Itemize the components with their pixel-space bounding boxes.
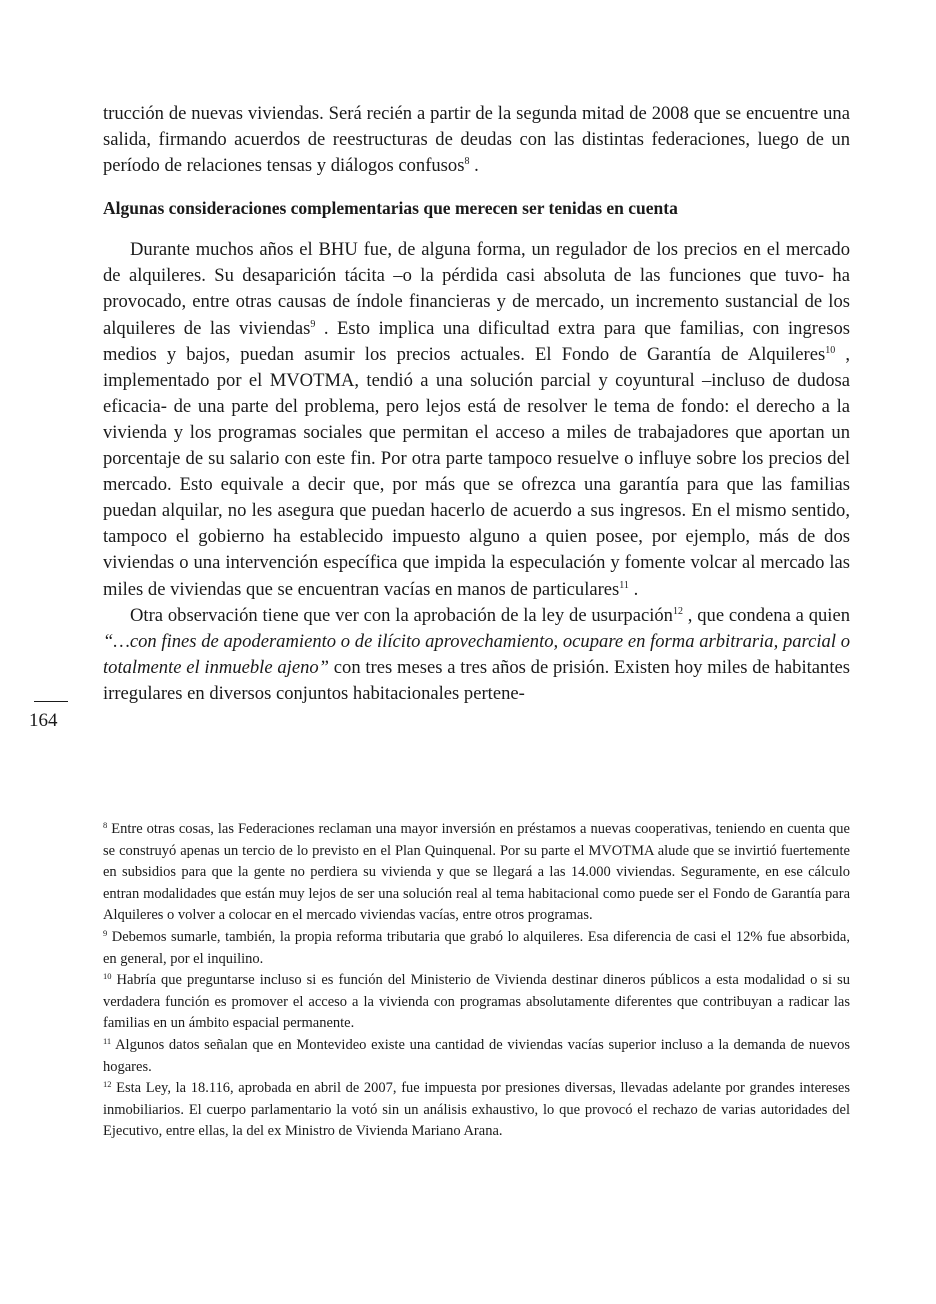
footnote-12 — [103, 1078, 850, 1143]
footnote-8 — [103, 819, 850, 927]
footnote-number: 11 — [103, 1035, 112, 1046]
footnote-text: Algunos datos señalan que en Montevideo existe una cantidad de viviendas vacías superior incluso a la demanda de nuevos hogares. — [103, 1036, 850, 1075]
paragraph-text: trucción de nuevas viviendas. Será recién a partir de la segunda mitad de 2008 que se encuentre una salida, firmando acuerdos de reestructuras de deudas con las distintas federaciones, luego de un período de relaciones tensas y diálogos confusos — [103, 103, 850, 177]
footnote-number: 9 — [103, 927, 108, 938]
footnote-text: Entre otras cosas, las Federaciones reclaman una mayor inversión en préstamos a nuevas cooperativas, teniendo en cuenta que se construyó apenas un tercio de lo previsto en el Plan Quinquenal. Por su parte el MVOTMA alude que se invirtió fuertemente en subsidios para que la gente no perdiera su vivienda y que se llegará a las 14.000 viviendas. Seguramente, en ese cálculo entran modalidades que están muy lejos de ser una solución real al tema habitacional como puede ser el Fondo de Garantía para Alquileres o volver a colocar en el mercado viviendas vacías, entre otros programas. — [103, 821, 850, 924]
paragraph-text: Durante muchos años el BHU fue, de alguna forma, un regulador de los precios en el mercado de alquileres. Su desaparición tácita –o la pérdida casi absoluta de las funciones que tuvo- ha provocado, entre otras causas de índole financieras y de mercado, un incremento sustancial de los alquileres de las viviendas — [103, 239, 850, 339]
footnote-number: 12 — [103, 1079, 112, 1090]
footnote-number: 8 — [103, 820, 108, 830]
paragraph-text: . Esto implica una dificultad extra para que familias, con ingresos medios y bajos, puedan asumir los precios actuales. El Fondo de Garantía de Alquileres — [103, 317, 850, 365]
footnote-ref-9[interactable]: 9 — [310, 318, 316, 330]
law-quote: “…con fines de apoderamiento o de ilícito aprovechamiento, ocupare en forma arbitraria, parcial o totalmente el inmueble ajeno” — [103, 630, 850, 678]
footnote-ref-10[interactable]: 10 — [825, 344, 836, 356]
page-number: 164 — [29, 710, 58, 731]
paragraph-continuation — [103, 101, 850, 179]
paragraph-text: , que condena a quien — [682, 604, 851, 626]
paragraph-usurpation-law — [103, 603, 850, 707]
footnote-11 — [103, 1035, 850, 1078]
section-heading: Algunas consideraciones complementarias que merecen ser tenidas en cuenta — [103, 198, 678, 219]
body-text — [103, 101, 850, 707]
footnotes — [103, 819, 850, 1143]
paragraph-text: . — [469, 155, 479, 177]
footnote-number: 10 — [103, 971, 112, 982]
footnote-ref-8[interactable]: 8 — [464, 156, 470, 168]
footnote-ref-12[interactable]: 12 — [672, 605, 683, 617]
paragraph-text: , implementado por el MVOTMA, tendió a una solución parcial y coyuntural –incluso de dudosa eficacia- de una parte del problema, pero lejos está de resolver le tema de fondo: el derecho a la vivienda y los programas sociales que permitan el acceso a miles de trabajadores que aportan un porcentaje de su salario con este fin. Por otra parte tampoco resuelve o influye sobre los precios del mercado. Esto equivale a decir que, por más que se ofrezca una garantía para que las familias puedan alquilar, no les asegura que puedan hacerlo de acuerdo a sus ingresos. En el mismo sentido, tampoco el gobierno ha establecido impuesto alguno a quien posee, por ejemplo, más de dos viviendas o una intervención específica que impida la especulación y fomente volcar al mercado las miles de viviendas que se encuentran vacías en manos de particulares — [103, 343, 850, 600]
page-number-rule — [34, 701, 68, 702]
footnote-text: Debemos sumarle, también, la propia reforma tributaria que grabó lo alquileres. Esa diferencia de casi el 12% fue absorbida, en general, por el inquilino. — [103, 928, 850, 967]
footnote-text: Habría que preguntarse incluso si es función del Ministerio de Vivienda destinar dineros públicos a esta modalidad o si su verdadera función es promover el acceso a la vivienda con programas absolutamente diferentes que contribuyan a radicar las familias en un ámbito espacial permanente. — [103, 972, 850, 1032]
footnote-9 — [103, 927, 850, 970]
footnote-10 — [103, 970, 850, 1035]
footnote-text: Esta Ley, la 18.116, aprobada en abril de 2007, fue impuesta por presiones diversas, llevadas adelante por grandes intereses inmobiliarios. El cuerpo parlamentario la votó sin un análisis exhaustivo, lo que provocó el rechazo de varias autoridades del Ejecutivo, entre ellas, la del ex Ministro de Vivienda Mariano Arana. — [103, 1080, 850, 1140]
footnote-ref-11[interactable]: 11 — [619, 579, 629, 591]
paragraph-text: con tres meses a tres años de prisión. Existen hoy miles de habitantes irregulares en diversos conjuntos habitacionales pertene- — [103, 656, 850, 704]
paragraph-rent-prices — [103, 237, 850, 602]
paragraph-text: . — [628, 578, 639, 600]
paragraph-text: Otra observación tiene que ver con la aprobación de la ley de usurpación — [130, 604, 673, 626]
